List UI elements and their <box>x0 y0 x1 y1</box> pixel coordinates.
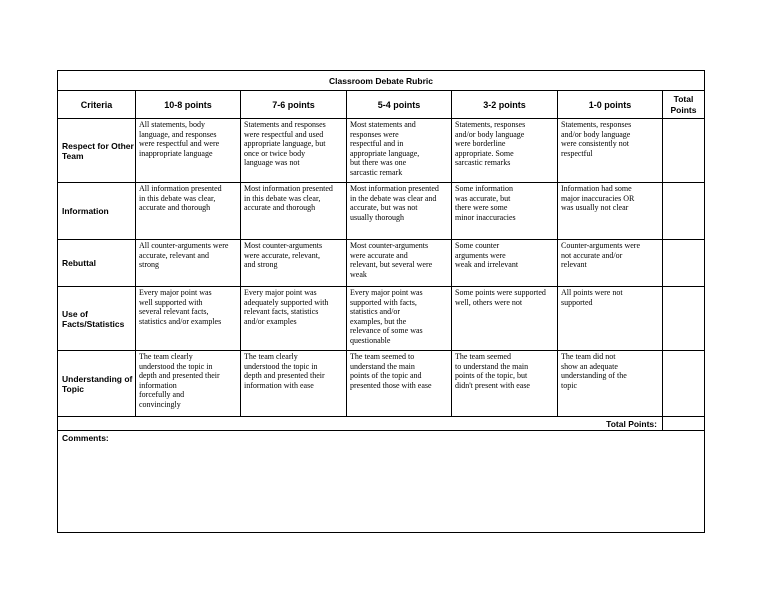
rubric-cell: The team clearly understood the topic in depth and presented their information forcefully and convincingly <box>136 351 241 417</box>
rubric-cell: Counter-arguments were not accurate and/or relevant <box>558 240 663 287</box>
criterion-facts-statistics: Use of Facts/Statistics <box>58 287 136 351</box>
rubric-table <box>57 70 705 533</box>
score-input-rebuttal[interactable] <box>663 240 705 287</box>
header-10-8-points: 10-8 points <box>136 91 241 119</box>
rubric-cell: Most counter-arguments were accurate and relevant, but several were weak <box>347 240 452 287</box>
comments-box[interactable] <box>58 431 705 533</box>
table-row <box>58 183 705 240</box>
rubric-cell: Information had some major inaccuracies OR was usually not clear <box>558 183 663 240</box>
table-row <box>58 351 705 417</box>
total-points-label: Total Points: <box>58 417 663 431</box>
rubric-cell: Every major point was well supported with several relevant facts, statistics and/or examples <box>136 287 241 351</box>
header-7-6-points: 7-6 points <box>241 91 347 119</box>
criterion-understanding: Understanding of Topic <box>58 351 136 417</box>
rubric-cell: All information presented in this debate was clear, accurate and thorough <box>136 183 241 240</box>
criterion-information: Information <box>58 183 136 240</box>
header-5-4-points: 5-4 points <box>347 91 452 119</box>
rubric-cell: The team seemed to understand the main points of the topic and presented those with ease <box>347 351 452 417</box>
rubric-cell: All statements, body language, and responses were respectful and were inappropriate language <box>136 119 241 183</box>
header-criteria: Criteria <box>58 91 136 119</box>
comments-label: Comments: <box>62 433 109 443</box>
rubric-cell: The team seemed to understand the main points of the topic, but didn't present with ease <box>452 351 558 417</box>
rubric-title: Classroom Debate Rubric <box>58 71 705 91</box>
rubric-cell: Most information presented in the debate was clear and accurate, but was not usually thorough <box>347 183 452 240</box>
header-3-2-points: 3-2 points <box>452 91 558 119</box>
score-input-respect[interactable] <box>663 119 705 183</box>
rubric-cell: The team did not show an adequate understanding of the topic <box>558 351 663 417</box>
rubric-cell: Some counter arguments were weak and irrelevant <box>452 240 558 287</box>
score-input-information[interactable] <box>663 183 705 240</box>
rubric-cell: Most counter-arguments were accurate, relevant, and strong <box>241 240 347 287</box>
score-input-facts[interactable] <box>663 287 705 351</box>
rubric-cell: All counter-arguments were accurate, relevant and strong <box>136 240 241 287</box>
criterion-rebuttal: Rebuttal <box>58 240 136 287</box>
rubric-cell: The team clearly understood the topic in depth and presented their information with ease <box>241 351 347 417</box>
table-row <box>58 119 705 183</box>
rubric-cell: Every major point was supported with facts, statistics and/or examples, but the relevance of some was questionable <box>347 287 452 351</box>
table-row <box>58 287 705 351</box>
rubric-cell: Most statements and responses were respectful and in appropriate language, but there was one sarcastic remark <box>347 119 452 183</box>
rubric-cell: Statements, responses and/or body language were borderline appropriate. Some sarcastic remarks <box>452 119 558 183</box>
table-row <box>58 240 705 287</box>
rubric-cell: Some information was accurate, but there were some minor inaccuracies <box>452 183 558 240</box>
rubric-cell: Some points were supported well, others were not <box>452 287 558 351</box>
header-1-0-points: 1-0 points <box>558 91 663 119</box>
total-points-input[interactable] <box>663 417 705 431</box>
total-row <box>58 417 705 431</box>
criterion-respect: Respect for Other Team <box>58 119 136 183</box>
rubric-cell: All points were not supported <box>558 287 663 351</box>
header-total-points: Total Points <box>663 91 705 119</box>
score-input-understanding[interactable] <box>663 351 705 417</box>
rubric-cell: Statements, responses and/or body language were consistently not respectful <box>558 119 663 183</box>
rubric-cell: Most information presented in this debate was clear, accurate and thorough <box>241 183 347 240</box>
rubric-cell: Statements and responses were respectful and used appropriate language, but once or twice body language was not <box>241 119 347 183</box>
rubric-cell: Every major point was adequately supported with relevant facts, statistics and/or examples <box>241 287 347 351</box>
